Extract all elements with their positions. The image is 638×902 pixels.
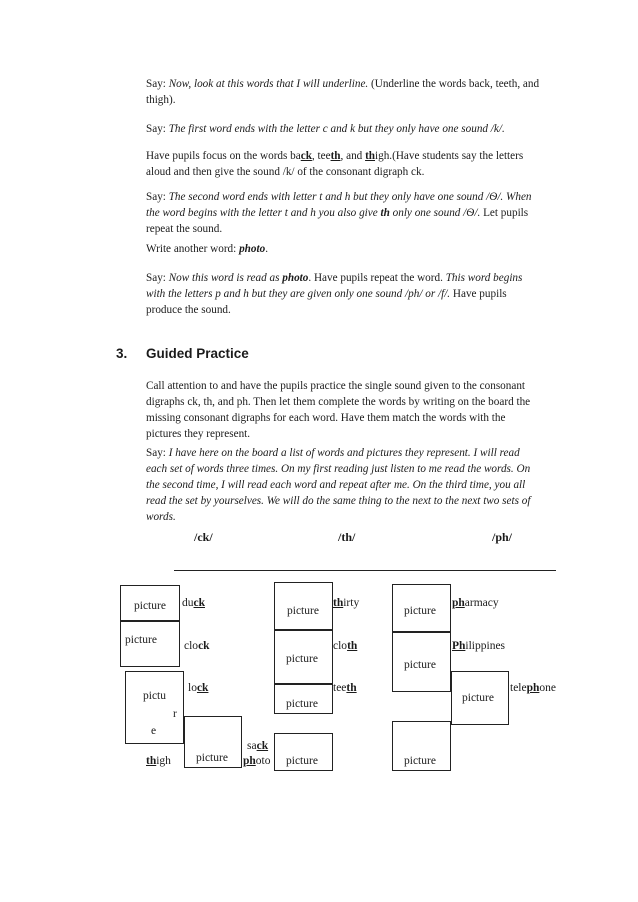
divider-line — [174, 570, 556, 571]
word-sack: sack — [247, 740, 269, 752]
picture-label: picture — [287, 605, 319, 617]
picture-label: picture — [462, 692, 494, 704]
picture-label: picture — [286, 698, 318, 710]
word-pharmacy: pharmacy — [452, 597, 499, 609]
section-heading — [116, 346, 249, 361]
picture-label: picture — [196, 752, 228, 764]
picture-box — [184, 716, 242, 768]
para-underline: Say: Now, look at this words that I will underline. (Underline the words back, teeth, and thigh). — [146, 78, 540, 106]
picture-box — [274, 733, 333, 771]
para-say-board: Say: I have here on the board a list of words and pictures they represent. I will read each set of words three times. On my first reading just listen to me read the words. On the second time, I will read each word and repeat after me. On the third time, you all read the set by yourselves. We will do the same thing to the next to the next two sets of words. — [146, 447, 531, 523]
column-header-th: /th/ — [338, 530, 356, 544]
picture-box — [392, 632, 451, 692]
picture-box — [125, 671, 184, 744]
picture-box — [451, 671, 509, 725]
word-lock: lock — [188, 682, 209, 694]
section-number: 3. — [116, 346, 128, 361]
para-second-word: Say: The second word ends with letter t and h but they only have one sound /Ѳ/. When the word begins with the letter t and h you also give th only one sound /Ѳ/. Let pupils repeat the sound. — [146, 191, 532, 235]
word-thirty: thirty — [333, 597, 360, 609]
picture-label-part: e — [151, 725, 157, 737]
picture-label: picture — [404, 659, 436, 671]
picture-label-part: r — [173, 708, 177, 720]
column-header-ck: /ck/ — [194, 530, 213, 544]
picture-label: picture — [404, 605, 436, 617]
picture-label: picture — [134, 600, 166, 612]
word-teeth: teeth — [333, 682, 357, 694]
picture-box — [120, 621, 180, 667]
word-philippines: Philippines — [452, 640, 506, 652]
word-photo: photo — [243, 755, 271, 767]
picture-box — [120, 585, 180, 621]
picture-box — [392, 584, 451, 632]
word-duck: duck — [182, 597, 205, 609]
picture-label: picture — [404, 755, 436, 767]
picture-box — [274, 684, 333, 714]
word-cloth: cloth — [333, 640, 358, 652]
picture-label: picture — [286, 755, 318, 767]
word-thigh: thigh — [146, 755, 171, 767]
picture-label: picture — [286, 653, 318, 665]
section-title: Guided Practice — [146, 346, 249, 361]
para-first-word: Say: The first word ends with the letter c and k but they only have one sound /k/. — [146, 123, 505, 135]
picture-box — [274, 582, 333, 630]
para-practice: Call attention to and have the pupils practice the single sound given to the consonant digraphs ck, th, and ph. Then let them complete the words by writing on the board the missing consonant digraphs for each word. Have them match the words with the pictures they represent. — [146, 380, 531, 440]
para-focus-words: Have pupils focus on the words back, teeth, and thigh.(Have students say the letters aloud and then give the sound /k/ of the consonant digraph ck. — [146, 150, 524, 178]
picture-label: picture — [125, 634, 157, 646]
picture-box — [392, 721, 451, 771]
para-photo-read: Say: Now this word is read as photo. Have pupils repeat the word. This word begins with the letters p and h but they are given only one sound /ph/ or /f/. Have pupils produce the sound. — [146, 272, 523, 316]
word-clock: clock — [184, 640, 210, 652]
picture-label-part: pictu — [143, 690, 166, 702]
word-telephone: telephone — [510, 682, 557, 694]
para-write-photo: Write another word: photo. — [146, 243, 268, 255]
column-header-ph: /ph/ — [492, 530, 513, 544]
picture-box — [274, 630, 333, 684]
